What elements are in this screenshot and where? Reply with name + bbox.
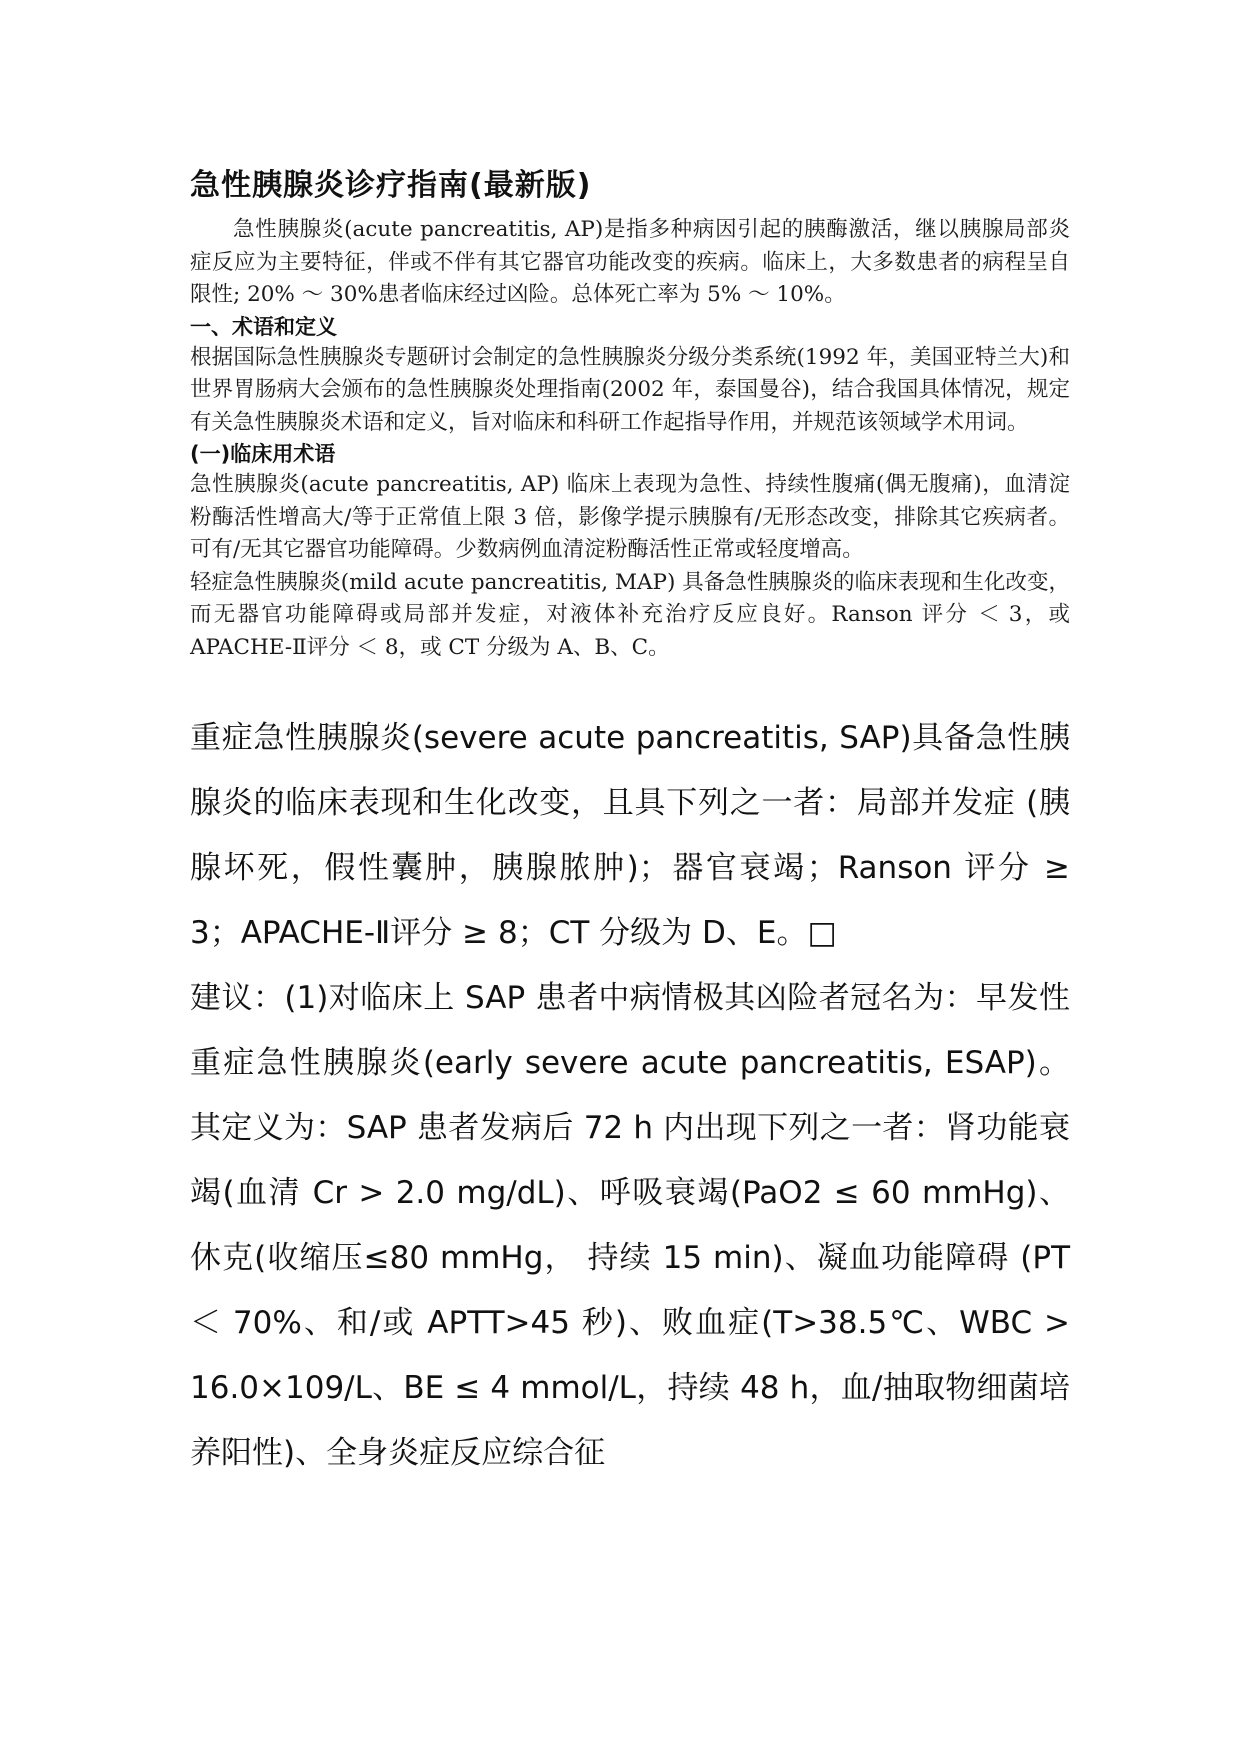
sap-definition-paragraph: 重症急性胰腺炎(severe acute pancreatitis, SAP)具备急性胰腺炎的临床表现和生化改变，且具下列之一者：局部并发症 (胰腺坏死，假性囊肿，胰腺脓肿)；器官衰竭；Ranson 评分 ≥ 3；APACHE-Ⅱ评分 ≥ 8；CT 分级为 D、E。□: [190, 720, 1070, 951]
section-terms-paragraph: 根据国际急性胰腺炎专题研讨会制定的急性胰腺炎分级分类系统(1992 年，美国亚特兰大)和世界胃肠病大会颁布的急性胰腺炎处理指南(2002 年，泰国曼谷)，结合我国具体情况，规定有关急性胰腺炎术语和定义，旨对临床和科研工作起指导作用，并规范该领域学术用词。: [190, 344, 1070, 435]
large-text-block: [190, 706, 1070, 1486]
esap-suggestion-paragraph: 建议：(1)对临床上 SAP 患者中病情极其凶险者冠名为：早发性重症急性胰腺炎(early severe acute pancreatitis, ESAP)。其定义为：SAP 患者发病后 72 h 内出现下列之一者：肾功能衰竭(血清 Cr > 2.0 mg/dL)、呼吸衰竭(PaO2 ≤ 60 mmHg)、休克(收缩压≤80 mmHg， 持续 15 min)、凝血功能障碍 (PT ＜ 70%、和/或 APTT>45 秒)、败血症(T>38.5℃、WBC > 16.0×109/L、BE ≤ 4 mmol/L，持续 48 h，血/抽取物细菌培养阳性)、全身炎症反应综合征: [190, 980, 1070, 1471]
document-title: 急性胰腺炎诊疗指南(最新版): [190, 168, 592, 203]
map-definition-paragraph: 轻症急性胰腺炎(mild acute pancreatitis, MAP) 具备急性胰腺炎的临床表现和生化改变，而无器官功能障碍或局部并发症，对液体补充治疗反应良好。Ranson 评分 ＜ 3，或 APACHE-Ⅱ评分 ＜ 8，或 CT 分级为 A、B、C。: [190, 569, 1070, 660]
section-heading-terms: 一、术语和定义: [190, 314, 337, 339]
intro-paragraph: 急性胰腺炎(acute pancreatitis, AP)是指多种病因引起的胰酶激活，继以胰腺局部炎症反应为主要特征，伴或不伴有其它器官功能改变的疾病。临床上，大多数患者的病程呈自限性; 20% ～ 30%患者临床经过凶险。总体死亡率为 5% ～ 10%。: [190, 217, 1070, 307]
document-body: [190, 160, 1070, 1486]
subsection-heading-clinical-terms: (一)临床用术语: [190, 442, 336, 466]
ap-definition-paragraph: 急性胰腺炎(acute pancreatitis, AP) 临床上表现为急性、持续性腹痛(偶无腹痛)，血清淀粉酶活性增高大/等于正常值上限 3 倍，影像学提示胰腺有/无形态改变，排除其它疾病者。可有/无其它器官功能障碍。少数病例血清淀粉酶活性正常或轻度增高。: [190, 472, 1070, 562]
